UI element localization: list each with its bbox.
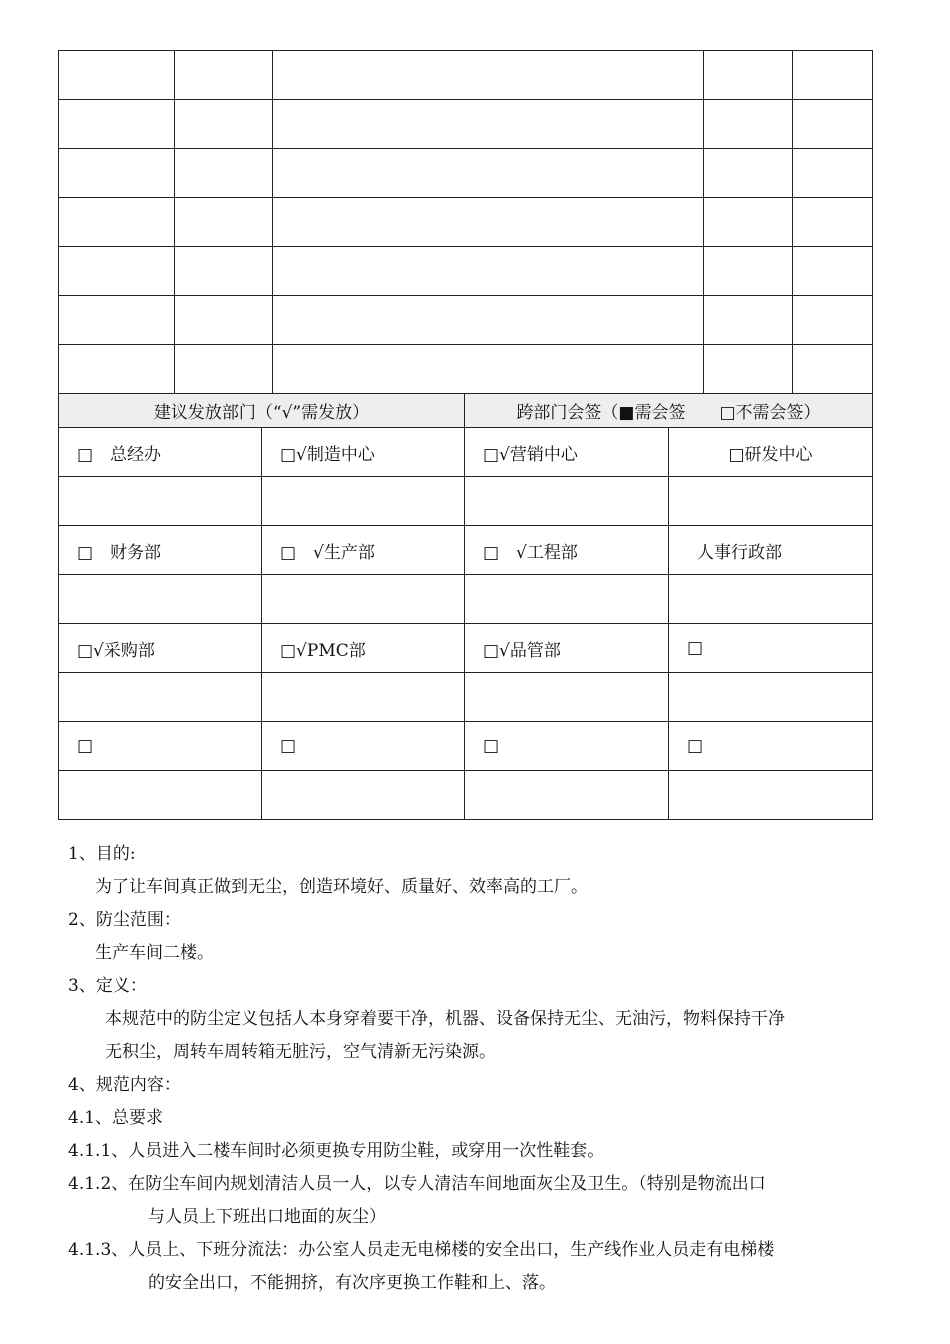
dept-checkbox-quality[interactable]: □√品管部 (465, 624, 669, 673)
clause-4-1-3-line-2: 的安全出口，不能拥挤，有次序更换工作鞋和上、落。 (148, 1273, 556, 1293)
signature-cell[interactable] (669, 477, 873, 526)
table-row (59, 198, 873, 247)
table-row (59, 345, 873, 394)
table-cell (704, 247, 793, 296)
signature-cell[interactable] (465, 575, 669, 624)
signature-row (59, 673, 873, 722)
signature-cell[interactable] (262, 575, 465, 624)
table-cell (793, 149, 873, 198)
table-cell (175, 247, 273, 296)
signature-cell[interactable] (59, 771, 262, 820)
dept-row (59, 428, 873, 477)
subsection-heading-general: 4.1、总要求 (68, 1108, 164, 1128)
table-row (59, 149, 873, 198)
dept-checkbox-rd-center[interactable]: □研发中心 (669, 428, 873, 477)
table-cell (273, 51, 704, 100)
table-cell (175, 345, 273, 394)
table-cell (793, 345, 873, 394)
table-row (59, 296, 873, 345)
table-cell (793, 100, 873, 149)
signature-cell[interactable] (669, 771, 873, 820)
table-cell (273, 345, 704, 394)
section-text-purpose: 为了让车间真正做到无尘，创造环境好、质量好、效率高的工厂。 (95, 877, 588, 897)
dept-checkbox-blank[interactable]: □ (59, 722, 262, 771)
table-cell (175, 296, 273, 345)
table-cell (59, 198, 175, 247)
clause-4-1-2-line-2: 与人员上下班出口地面的灰尘） (148, 1207, 386, 1227)
table-cell (793, 198, 873, 247)
clause-4-1-3-line-1: 4.1.3、人员上、下班分流法：办公室人员走无电梯楼的安全出口，生产线作业人员走有电梯楼 (68, 1240, 775, 1260)
table-cell (59, 296, 175, 345)
signature-cell[interactable] (669, 575, 873, 624)
dept-checkbox-marketing-center[interactable]: □√营销中心 (465, 428, 669, 477)
table-row (59, 247, 873, 296)
signature-row (59, 477, 873, 526)
dept-checkbox-production[interactable]: □ √生产部 (262, 526, 465, 575)
table-cell (704, 100, 793, 149)
table-cell (704, 51, 793, 100)
table-cell (704, 345, 793, 394)
dept-checkbox-manufacturing-center[interactable]: □√制造中心 (262, 428, 465, 477)
table-cell (273, 149, 704, 198)
distribution-header-right: 跨部门会签（■需会签 □不需会签） (465, 394, 873, 428)
dept-checkbox-blank[interactable]: □ (262, 722, 465, 771)
table-cell (793, 247, 873, 296)
dept-checkbox-purchasing[interactable]: □√采购部 (59, 624, 262, 673)
dept-row (59, 722, 873, 771)
table-cell (793, 51, 873, 100)
distribution-header-row (59, 394, 873, 428)
signature-row (59, 575, 873, 624)
table-cell (59, 247, 175, 296)
table-cell (59, 345, 175, 394)
distribution-header-left: 建议发放部门（“√”需发放） (59, 394, 465, 428)
dept-checkbox-blank[interactable]: □ (465, 722, 669, 771)
table-cell (175, 51, 273, 100)
table-cell (793, 296, 873, 345)
signature-row (59, 771, 873, 820)
table-cell (273, 296, 704, 345)
clause-4-1-2-line-1: 4.1.2、在防尘车间内规划清洁人员一人，以专人清洁车间地面灰尘及卫生。（特别是物流出口 (68, 1174, 766, 1194)
table-cell (59, 100, 175, 149)
signature-cell[interactable] (262, 477, 465, 526)
signature-cell[interactable] (262, 673, 465, 722)
table-row (59, 100, 873, 149)
section-heading-content: 4、规范内容： (68, 1075, 181, 1095)
signature-cell[interactable] (669, 673, 873, 722)
table-cell (704, 149, 793, 198)
signature-cell[interactable] (465, 477, 669, 526)
document-body (68, 838, 878, 1300)
dept-checkbox-pmc[interactable]: □√PMC部 (262, 624, 465, 673)
signature-cell[interactable] (59, 673, 262, 722)
section-heading-scope: 2、防尘范围： (68, 910, 181, 930)
signature-cell[interactable] (465, 673, 669, 722)
table-cell (704, 296, 793, 345)
table-cell (175, 149, 273, 198)
section-text-definition-1: 本规范中的防尘定义包括人本身穿着要干净，机器、设备保持无尘、无油污，物料保持干净 (105, 1009, 785, 1029)
table-cell (273, 100, 704, 149)
table-cell (273, 198, 704, 247)
section-heading-purpose: 1、目的: (68, 844, 136, 864)
section-text-definition-2: 无积尘，周转车周转箱无脏污，空气清新无污染源。 (105, 1042, 496, 1062)
dept-label-hr-admin[interactable]: 人事行政部 (669, 526, 873, 575)
dept-checkbox-blank[interactable]: □ (669, 722, 873, 771)
clause-4-1-1: 4.1.1、人员进入二楼车间时必须更换专用防尘鞋，或穿用一次性鞋套。 (68, 1141, 605, 1161)
table-cell (273, 247, 704, 296)
table-cell (175, 198, 273, 247)
table-cell (175, 100, 273, 149)
signature-cell[interactable] (59, 477, 262, 526)
dept-checkbox-blank[interactable]: □ (669, 624, 873, 673)
distribution-table (58, 393, 873, 820)
section-heading-definition: 3、定义： (68, 976, 147, 996)
section-text-scope: 生产车间二楼。 (95, 943, 214, 963)
dept-row (59, 526, 873, 575)
dept-checkbox-finance[interactable]: □ 财务部 (59, 526, 262, 575)
table-row (59, 51, 873, 100)
table-cell (59, 149, 175, 198)
signature-cell[interactable] (262, 771, 465, 820)
dept-checkbox-engineering[interactable]: □ √工程部 (465, 526, 669, 575)
signature-cell[interactable] (59, 575, 262, 624)
dept-checkbox-general-office[interactable]: □ 总经办 (59, 428, 262, 477)
table-cell (704, 198, 793, 247)
dept-row (59, 624, 873, 673)
table-cell (59, 51, 175, 100)
signature-cell[interactable] (465, 771, 669, 820)
record-table (58, 50, 873, 394)
